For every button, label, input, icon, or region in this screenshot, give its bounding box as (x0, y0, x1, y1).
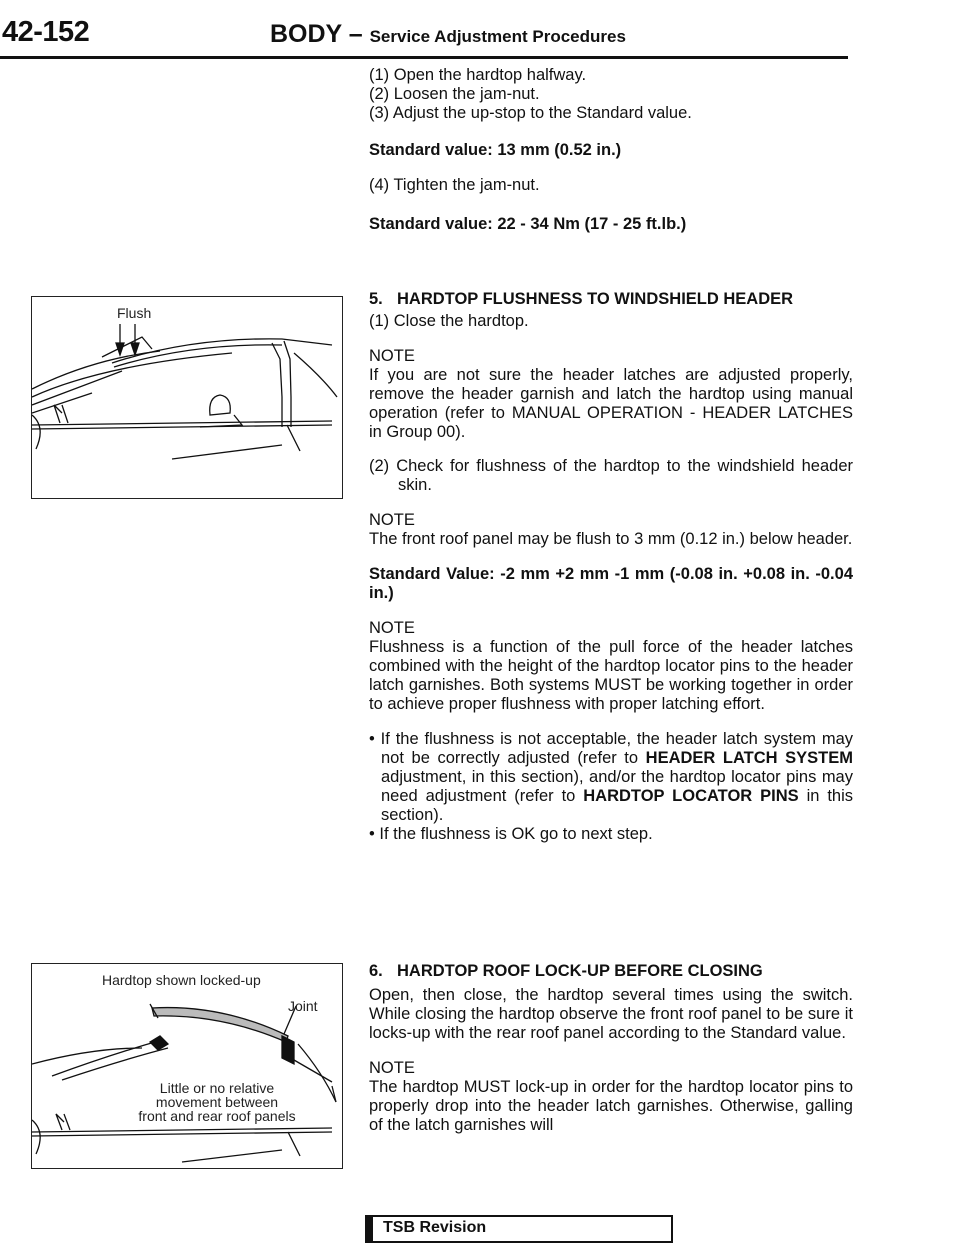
note-label: NOTE (369, 619, 415, 637)
s5-bullet-1: • If the flushness is not acceptable, the header latch system may not be correctly adjusted (refer to HEADER LATCH SYSTEM adjustment, in this section), and/or the hardtop locator pins may need adjustment (refer to HARDTOP LOCATOR PINS in this section). (369, 730, 854, 824)
s5-note-3: Flushness is a function of the pull force of the header latches combined with the height of the hardtop locator pins to the header latch garnishes. Both systems MUST be working together in order to achieve proper flushness with proper latching effort. (369, 638, 853, 713)
tsb-revision-label: TSB Revision (383, 1219, 487, 1236)
bullet-ref-bold: HARDTOP LOCATOR PINS (583, 787, 799, 805)
s5-bullet-2: • If the flushness is OK go to next step. (369, 825, 653, 843)
flushness-illustration (32, 297, 342, 498)
note-label: NOTE (369, 1059, 415, 1077)
step-4: (4) Tighten the jam-nut. (369, 176, 540, 194)
section-number: 5. (369, 290, 383, 308)
section-5-heading (369, 290, 853, 309)
figure-flushness (31, 296, 343, 499)
section-title: HARDTOP FLUSHNESS TO WINDSHIELD HEADER (397, 290, 794, 308)
footer-tab (367, 1217, 373, 1241)
flush-label: Flush (117, 305, 152, 321)
lockup-illustration (32, 964, 342, 1168)
tsb-revision-box (365, 1215, 673, 1243)
s6-note: The hardtop MUST lock-up in order for the hardtop locator pins to properly drop into the header latch garnishes. Otherwise, galling of the latch garnishes will (369, 1078, 853, 1134)
s5-note-1: If you are not sure the header latches are adjusted properly, remove the header garnish and latch the hardtop using manual operation (refer to MANUAL OPERATION - HEADER LATCHES in Group 00). (369, 366, 853, 441)
bullet-text: adjustment, in this section), and/or the hardtop locator pins may need adjustment (refer to (381, 768, 853, 805)
s5-standard-value: Standard Value: -2 mm +2 mm -1 mm (-0.08 in. +0.08 in. -0.04 in.) (369, 565, 853, 602)
relative-line-3: front and rear roof panels (138, 1108, 296, 1124)
bullet-text: If the flushness is OK go to next step. (379, 825, 653, 843)
std-value-text: Standard value: 22 - 34 Nm (17 - 25 ft.lb.) (369, 215, 687, 233)
step-1: (1) Open the hardtop halfway. (369, 66, 587, 84)
page-title (270, 20, 626, 49)
bullet-text: in this section). (381, 787, 854, 824)
s5-note-2: The front roof panel may be flush to 3 mm (0.12 in.) below header. (369, 530, 853, 548)
figure-lockup (31, 963, 343, 1169)
relative-movement-label (132, 1081, 302, 1123)
section-5 (369, 290, 853, 844)
bullet-ref-bold: HEADER LATCH SYSTEM (645, 749, 854, 767)
step-2: (2) Loosen the jam-nut. (369, 85, 540, 103)
s5-step-2: (2) Check for flushness of the hardtop to the windshield header skin. (369, 457, 853, 494)
joint-label: Joint (288, 998, 318, 1014)
s5-step-1: (1) Close the hardtop. (369, 312, 529, 330)
note-label: NOTE (369, 347, 415, 365)
section-6 (369, 962, 853, 1135)
step-3: (3) Adjust the up-stop to the Standard value. (369, 104, 692, 122)
note-label: NOTE (369, 511, 415, 529)
title-subtitle: Service Adjustment Procedures (369, 27, 626, 46)
s6-body: Open, then close, the hardtop several times using the switch. While closing the hardtop observe the front roof panel to be sure it locks-up with the rear roof panel according to the Standard value. (369, 986, 853, 1042)
std-value-text: Standard value: 13 mm (0.52 in.) (369, 141, 622, 159)
standard-value-2 (369, 215, 853, 234)
page-number: 42-152 (2, 16, 90, 48)
top-steps (369, 66, 853, 123)
bullet-text: If the flushness is not acceptable, the header latch system may not be correctly adjusted (refer to (380, 730, 853, 767)
section-number: 6. (369, 962, 383, 980)
header-rule (0, 56, 848, 59)
section-6-heading (369, 962, 853, 981)
section-title: HARDTOP ROOF LOCK-UP BEFORE CLOSING (397, 962, 763, 980)
standard-value-1 (369, 141, 853, 160)
relative-line-1: Little or no relative (159, 1080, 275, 1096)
page-header (0, 14, 850, 50)
step-4-block (369, 176, 853, 195)
locked-up-label: Hardtop shown locked-up (102, 972, 261, 988)
title-dash: – (341, 20, 370, 48)
relative-line-2: movement between (155, 1094, 279, 1110)
title-main: BODY (270, 20, 342, 48)
